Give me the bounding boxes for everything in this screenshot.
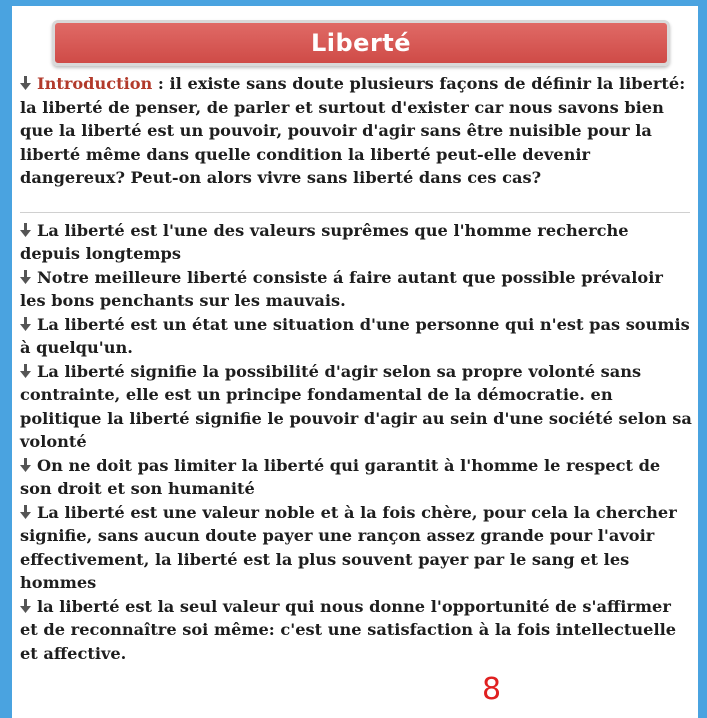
bullet-point (20, 266, 694, 313)
bullet-text: La liberté est l'une des valeurs suprêmes que l'homme recherche depuis longtemps (20, 220, 629, 263)
document-content (20, 72, 694, 665)
down-arrow-icon (20, 458, 31, 472)
intro-label: Introduction (37, 74, 153, 93)
bullet-point (20, 454, 694, 501)
bullet-text: La liberté signifie la possibilité d'agir selon sa propre volonté sans contrainte, elle est un principe fondamental de la démocratie. en politique la liberté signifie le pouvoir d'agir au sein d'une société selon sa volonté (20, 361, 692, 451)
down-arrow-icon (20, 223, 31, 237)
document-page (12, 6, 698, 718)
bullet-text: la liberté est la seul valeur qui nous donne l'opportunité de s'affirmer et de reconnaître soi même: c'est une satisfaction à la fois intellectuelle et affective. (20, 596, 677, 663)
bullet-point (20, 219, 694, 266)
down-arrow-icon (20, 317, 31, 331)
down-arrow-icon (20, 364, 31, 378)
bullet-point (20, 313, 694, 360)
down-arrow-icon (20, 505, 31, 519)
intro-paragraph (20, 72, 694, 190)
bullet-text: On ne doit pas limiter la liberté qui garantit à l'homme le respect de son droit et son humanité (20, 455, 661, 498)
page-title: Liberté (310, 29, 412, 57)
bullet-point (20, 595, 694, 666)
title-banner (52, 20, 670, 66)
bullet-text: Notre meilleure liberté consiste á faire autant que possible prévaloir les bons penchants sur les mauvais. (20, 267, 663, 310)
down-arrow-icon (20, 76, 31, 90)
section-divider (20, 212, 690, 213)
down-arrow-icon (20, 270, 31, 284)
page-number: 8 (482, 672, 502, 707)
intro-text: : il existe sans doute plusieurs façons de définir la liberté: la liberté de penser, de parler et surtout d'exister car nous savons bien que la liberté est un pouvoir, pouvoir d'agir sans être nuisible pour la liberté même dans quelle condition la liberté peut-elle devenir dangereux? Peut-on alors vivre sans liberté dans ces cas? (20, 74, 686, 187)
bullet-point (20, 501, 694, 595)
bullet-text: La liberté est une valeur noble et à la fois chère, pour cela la chercher signifie, sans aucun doute payer une rançon assez grande pour l'avoir effectivement, la liberté est la plus souvent payer par le sang et les hommes (20, 502, 677, 592)
bullet-text: La liberté est un état une situation d'une personne qui n'est pas soumis à quelqu'un. (20, 314, 690, 357)
bullet-point (20, 360, 694, 454)
down-arrow-icon (20, 599, 31, 613)
